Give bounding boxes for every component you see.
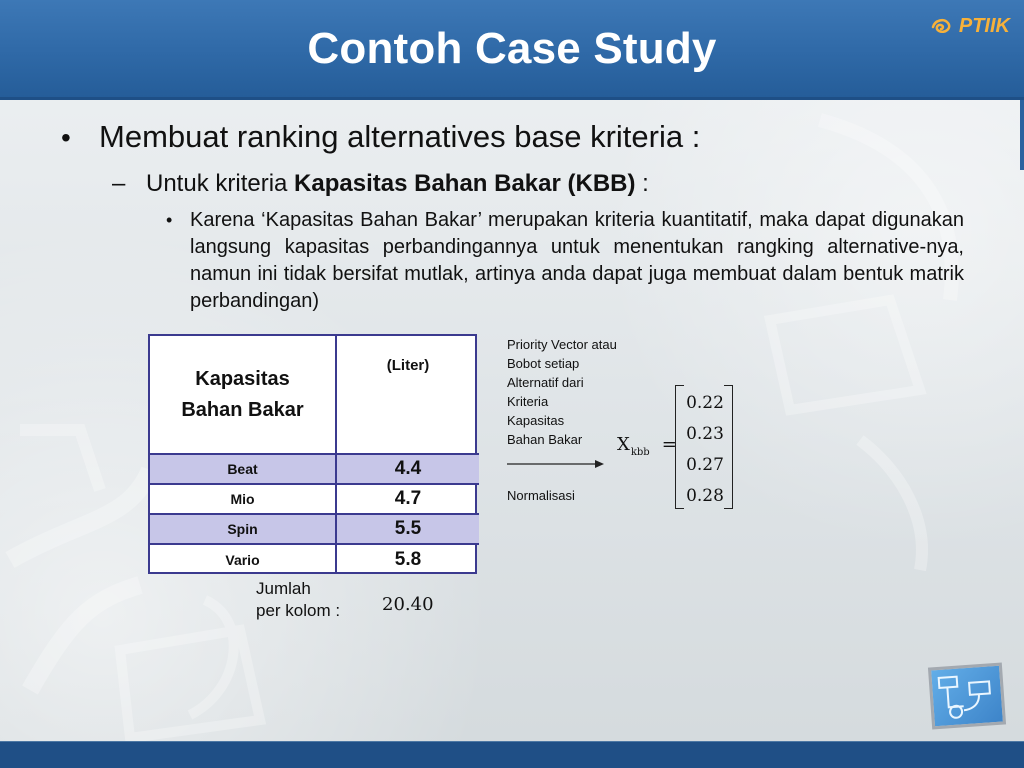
main-bullet-text: Membuat ranking alternatives base kriteria : xyxy=(99,119,701,154)
detail-bullet-symbol: • xyxy=(166,210,173,230)
matrix-subscript: kbb xyxy=(630,447,650,458)
column-total-value: 20.40 xyxy=(382,594,434,615)
thumbnail-diagram-icon xyxy=(931,666,1003,727)
table-header-unit xyxy=(336,336,479,454)
table-row xyxy=(150,454,479,484)
column-total-label-line2: per kolom : xyxy=(256,601,341,620)
column-total-label-line1: Jumlah xyxy=(256,579,311,598)
priority-vector-note xyxy=(507,335,657,449)
capacity-table xyxy=(148,334,477,574)
header-capacity-line1: Kapasitas xyxy=(195,367,290,390)
priority-note-line: Alternatif dari xyxy=(507,375,584,390)
matrix-value: 0.22 xyxy=(686,393,724,413)
row-value-spin: 5.5 xyxy=(336,514,479,544)
matrix-label xyxy=(617,436,677,457)
capacity-data-table xyxy=(150,336,479,574)
matrix-values xyxy=(684,388,726,512)
priority-note-line: Priority Vector atau xyxy=(507,337,617,352)
row-value-vario: 5.8 xyxy=(394,548,422,570)
priority-note-line: Kapasitas xyxy=(507,413,565,428)
dash-symbol: – xyxy=(112,170,126,197)
matrix-symbol: X xyxy=(617,434,630,455)
table-header-row xyxy=(150,336,479,454)
ptiik-logo xyxy=(930,12,1010,40)
bullet-symbol: • xyxy=(61,122,71,153)
priority-vector-matrix xyxy=(675,385,733,509)
table-row xyxy=(150,484,479,514)
matrix-value: 0.23 xyxy=(686,424,724,444)
sub-bullet xyxy=(112,168,962,200)
row-name-vario: Vario xyxy=(150,544,336,574)
slide-footer xyxy=(0,741,1024,768)
detail-text: Karena ‘Kapasitas Bahan Bakar’ merupakan kriteria kuantitatif, maka dapat digunakan langsung kapasitas perbandingannya untuk menentukan rangking alternative-nya, namun ini tidak bersifat mutlak, artinya anda dapat juga membuat dalam bentuk matrik perbandingan) xyxy=(190,209,964,312)
header-capacity-line2: Bahan Bakar xyxy=(181,398,304,421)
priority-note-line: Kriteria xyxy=(507,394,549,409)
flowchart-thumbnail-image xyxy=(928,662,1006,729)
left-matrix-bracket xyxy=(675,385,684,509)
sub-bullet-suffix: : xyxy=(635,170,649,197)
sub-bullet-bold: Kapasitas Bahan Bakar (KBB) xyxy=(294,170,636,197)
priority-note-line: Bobot setiap xyxy=(507,356,580,371)
matrix-value: 0.27 xyxy=(686,455,724,475)
spiral-logo-icon xyxy=(930,16,956,36)
header-unit-text: (Liter) xyxy=(386,356,430,374)
sub-bullet-prefix: Untuk kriteria xyxy=(146,170,295,197)
row-value-beat: 4.4 xyxy=(336,454,479,484)
matrix-value: 0.28 xyxy=(686,486,724,506)
main-bullet xyxy=(61,117,961,158)
row-name-spin: Spin xyxy=(150,514,336,544)
table-row xyxy=(150,544,479,574)
logo-text: PTIIK xyxy=(958,14,1010,37)
row-value-mio: 4.7 xyxy=(336,484,479,514)
right-arrow-icon xyxy=(507,456,605,472)
row-name-beat: Beat xyxy=(150,454,336,484)
row-name-mio: Mio xyxy=(150,484,336,514)
matrix-equals: = xyxy=(661,434,677,455)
table-row xyxy=(150,514,479,544)
slide-header xyxy=(0,0,1024,100)
detail-bullet xyxy=(166,207,964,315)
column-total-label xyxy=(256,578,340,622)
table-header-capacity xyxy=(150,336,336,454)
normalization-label: Normalisasi xyxy=(507,488,575,503)
right-accent-strip xyxy=(1020,100,1024,170)
slide-title: Contoh Case Study xyxy=(307,24,717,73)
priority-note-line: Bahan Bakar xyxy=(507,432,583,447)
